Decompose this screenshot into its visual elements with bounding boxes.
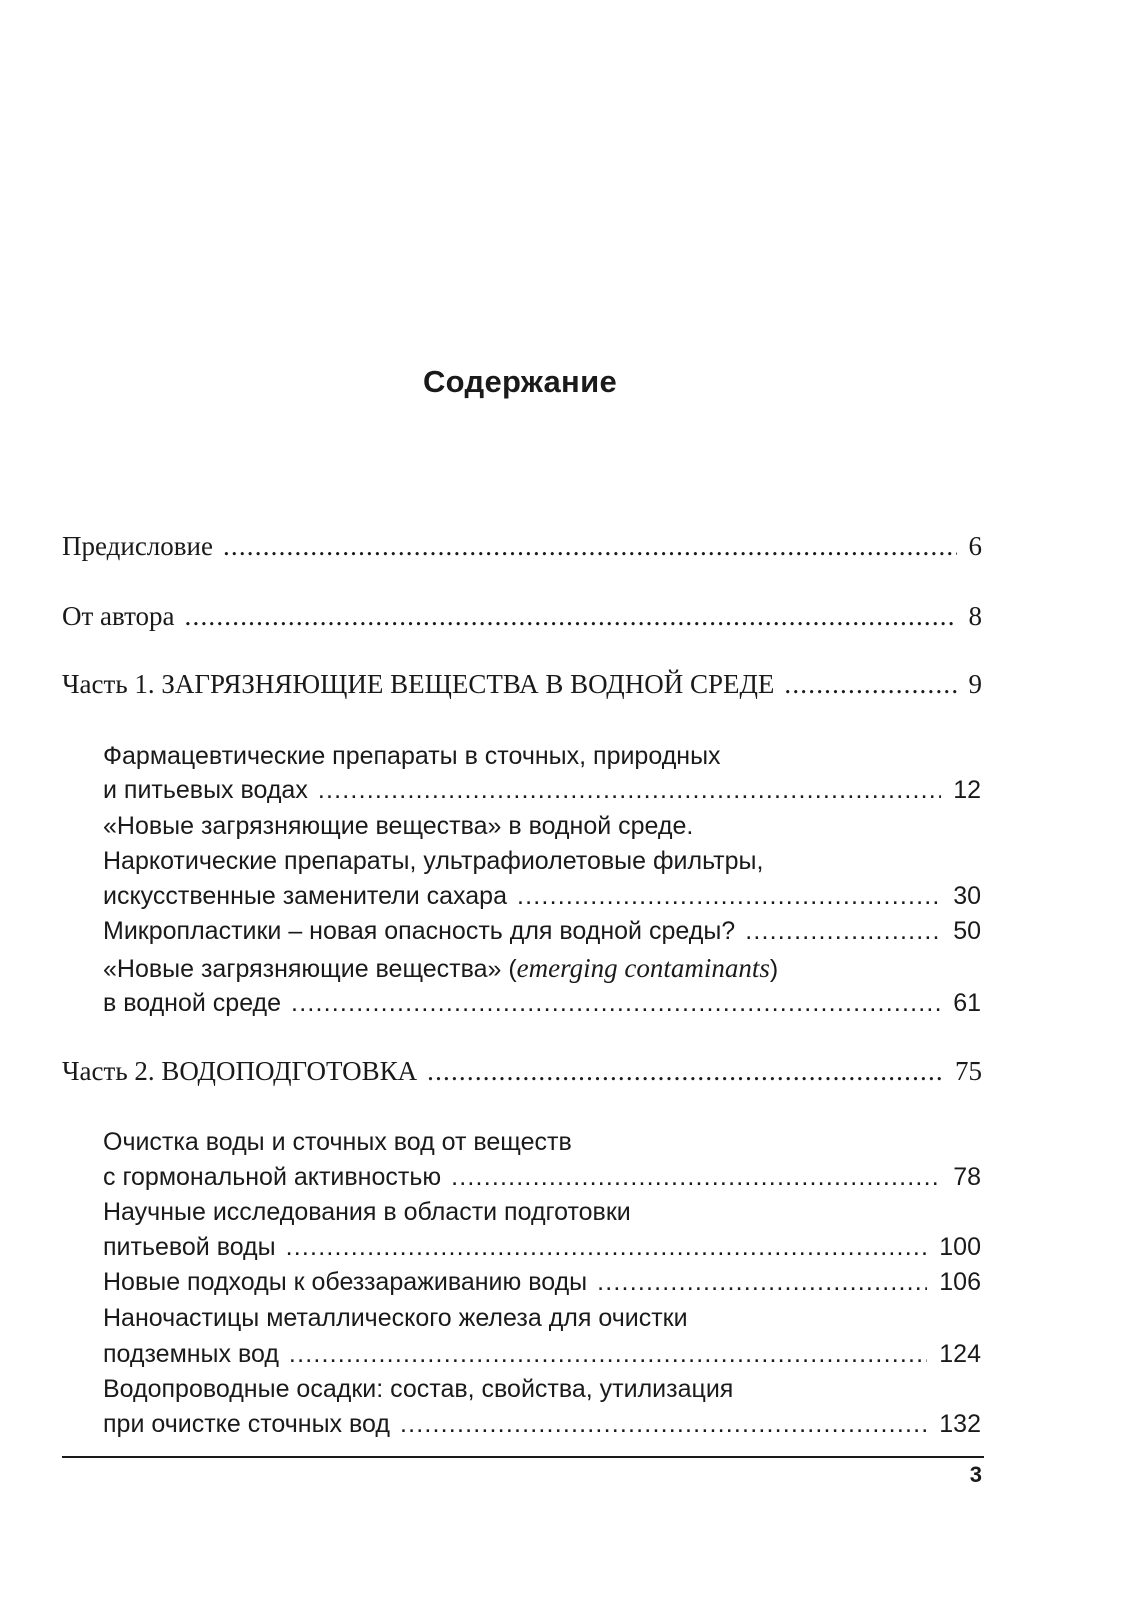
label-part: «Новые загрязняющие вещества» ( <box>103 955 517 983</box>
page-number: 3 <box>969 1462 982 1487</box>
toc-entry-label: Фармацевтические препараты в сточных, природных <box>103 742 721 770</box>
dot-leader <box>451 1161 941 1193</box>
toc-entry-label: Очистка воды и сточных вод от веществ <box>103 1128 572 1156</box>
toc-page-number: 61 <box>953 989 981 1017</box>
toc-entry-emerging-contaminants[interactable] <box>103 987 981 1019</box>
toc-entry-label: и питьевых водах <box>103 776 308 804</box>
toc-entry-new-pollutants[interactable] <box>103 880 981 912</box>
toc-page-number: 132 <box>939 1410 981 1438</box>
toc-entry-label: Новые подходы к обеззараживанию воды <box>103 1268 588 1296</box>
dot-leader <box>597 1266 927 1298</box>
dot-leader <box>400 1408 927 1440</box>
toc-entry-pharmaceuticals[interactable] <box>103 774 981 806</box>
toc-page-number: 12 <box>953 776 981 804</box>
toc-entry-label: Водопроводные осадки: состав, свойства, утилизация <box>103 1375 734 1403</box>
toc-page-number: 100 <box>939 1233 981 1261</box>
toc-entry-author[interactable] <box>62 600 982 632</box>
dot-leader <box>318 774 941 806</box>
dot-leader <box>185 600 957 632</box>
label-part: ) <box>769 955 779 983</box>
toc-entry-label: Научные исследования в области подготовки <box>103 1198 631 1226</box>
label-italic-part: emerging contaminants <box>516 953 770 983</box>
dot-leader <box>517 880 941 912</box>
toc-entry-label <box>103 952 778 985</box>
toc-entry-label: Часть 1. ЗАГРЯЗНЯЮЩИЕ ВЕЩЕСТВА В ВОДНОЙ СРЕДЕ <box>62 669 775 699</box>
toc-page-number: 50 <box>953 917 981 945</box>
dot-leader <box>223 530 957 562</box>
toc-entry-label: искусственные заменители сахара <box>103 882 507 910</box>
toc-entry-part-2[interactable] <box>62 1055 982 1087</box>
toc-entry-label: Микропластики – новая опасность для водной среды? <box>103 917 736 945</box>
toc-page-number: 124 <box>939 1340 981 1368</box>
dot-leader <box>745 915 941 947</box>
toc-page-number: 75 <box>955 1056 982 1086</box>
toc-entry-label: «Новые загрязняющие вещества» в водной среде. <box>103 812 694 840</box>
toc-entry-label: Часть 2. ВОДОПОДГОТОВКА <box>62 1056 418 1086</box>
toc-entry-part-1[interactable] <box>62 668 982 700</box>
dot-leader <box>286 1231 928 1263</box>
toc-page-number: 8 <box>968 601 982 631</box>
toc-entry-hormonal[interactable] <box>103 1161 981 1193</box>
toc-page-number: 106 <box>939 1268 981 1296</box>
toc-entry-drinking-water[interactable] <box>103 1231 981 1263</box>
toc-page-number: 6 <box>968 531 982 561</box>
dot-leader <box>289 1338 927 1370</box>
toc-entry-label: подземных вод <box>103 1340 279 1368</box>
toc-entry-label: Предисловие <box>62 531 213 561</box>
toc-page-number: 9 <box>968 669 982 699</box>
dot-leader <box>427 1055 943 1087</box>
toc-entry-microplastics[interactable] <box>103 915 981 947</box>
toc-entry-label: Наркотические препараты, ультрафиолетовые фильтры, <box>103 847 764 875</box>
toc-entry-label: Наночастицы металлического железа для очистки <box>103 1304 688 1332</box>
footer-rule <box>62 1456 984 1458</box>
dot-leader <box>784 668 956 700</box>
toc-entry-label: От автора <box>62 601 175 631</box>
toc-entry-label: в водной среде <box>103 989 282 1017</box>
toc-entry-sludge[interactable] <box>103 1408 981 1440</box>
toc-entry-label: с гормональной активностью <box>103 1163 442 1191</box>
toc-entry-disinfection[interactable] <box>103 1266 981 1298</box>
toc-page-number: 78 <box>953 1163 981 1191</box>
toc-entry-label: питьевой воды <box>103 1233 276 1261</box>
page-title: Содержание <box>423 364 617 399</box>
toc-page-number: 30 <box>953 882 981 910</box>
toc-entry-label: при очистке сточных вод <box>103 1410 390 1438</box>
dot-leader <box>291 987 941 1019</box>
toc-entry-preface[interactable] <box>62 530 982 562</box>
toc-entry-nanoparticles[interactable] <box>103 1338 981 1370</box>
